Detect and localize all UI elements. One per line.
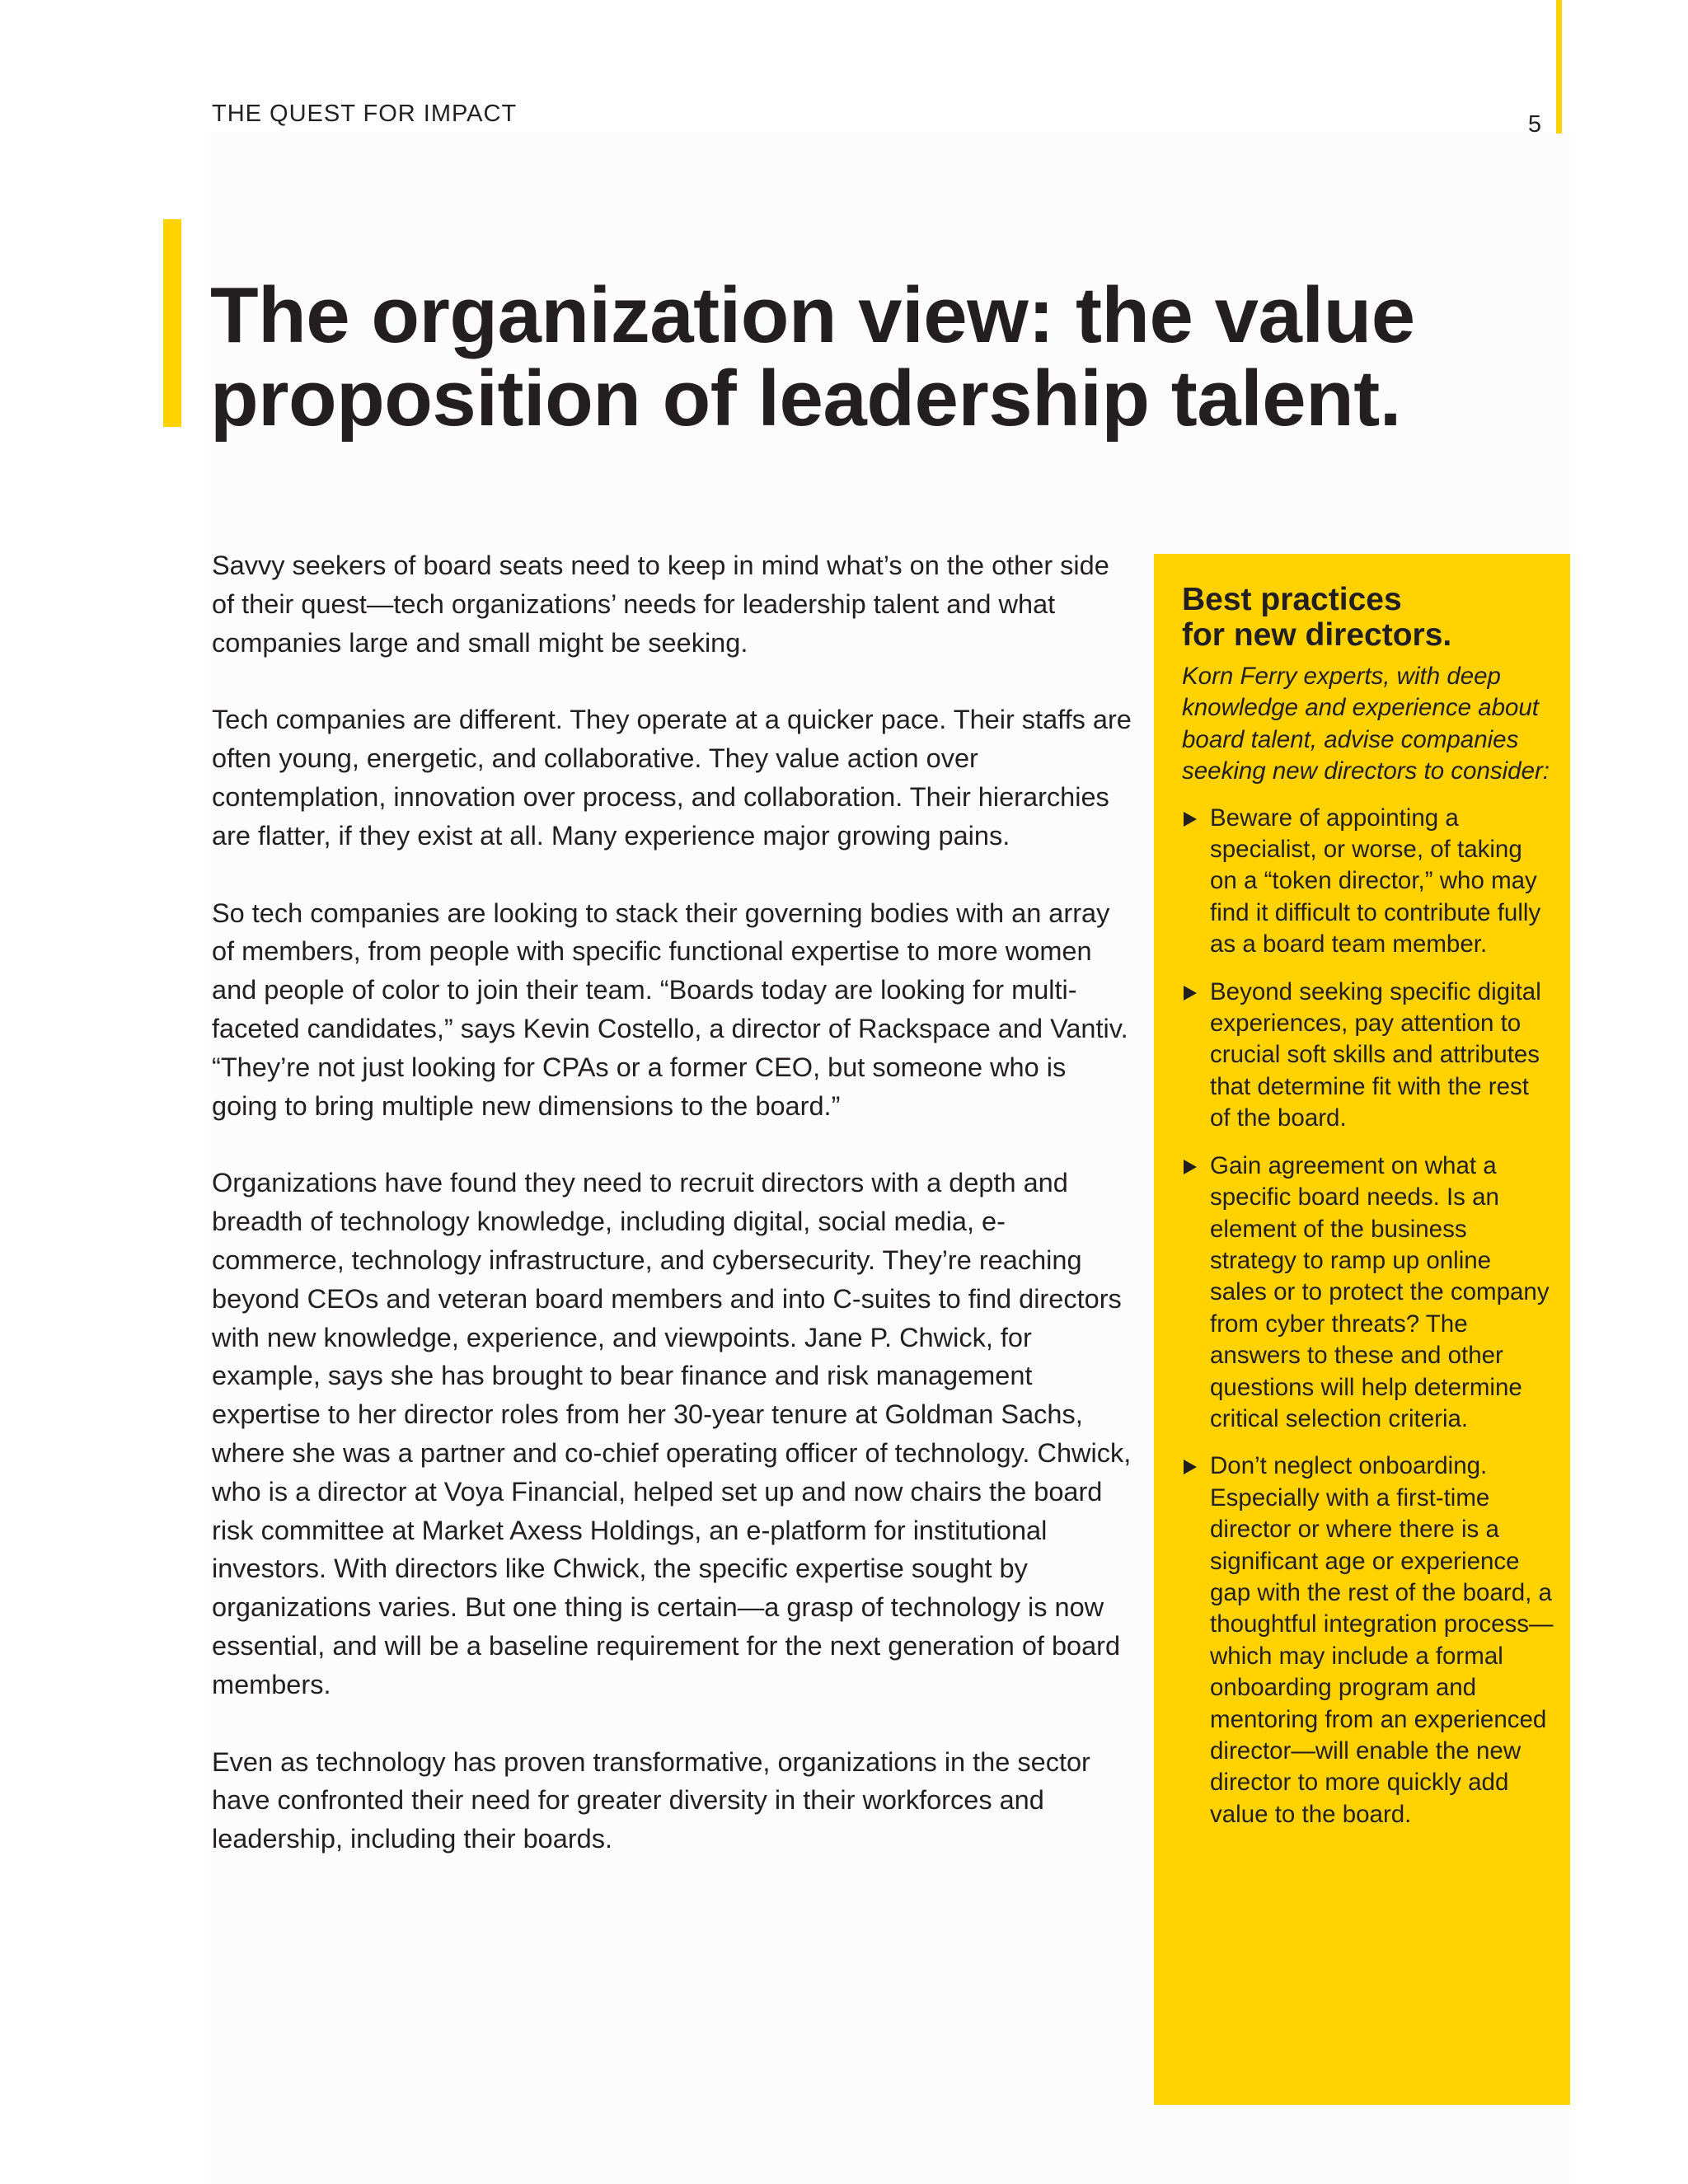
page-title: The organization view: the value proposition of leadership talent. [210,271,1415,443]
best-practices-sidebar [1154,554,1570,2105]
right-triangle-icon [1184,1460,1197,1474]
body-paragraph: Organizations have found they need to recruit directors with a depth and breadth of technology knowledge, including digital, social media, e-commerce, technology infrastructure, and cybersecurity. They’re reaching beyond CEOs and veteran board members and into C-suites to find directors with new knowledge, experience, and viewpoints. Jane P. Chwick, for example, says she has brought to bear finance and risk management expertise to her director roles from her 30-year tenure at Goldman Sachs, where she was a partner and co-chief operating officer of technology. Chwick, who is a director at Voya Financial, helped set up and now chairs the board risk committee at Market Axess Holdings, an e-platform for institutional investors. With directors like Chwick, the specific expertise sought by organizations varies. But one thing is certain—a grasp of technology is now essential, and will be a baseline requirement for the next generation of board members. [212,1168,1132,1699]
right-triangle-icon [1184,986,1197,1001]
sidebar-heading-line2: for new directors. [1182,617,1452,653]
sidebar-item-text: Beware of appointing a specialist, or worse, of taking on a “token director,” who may find it difficult to contribute fully as a board team member. [1210,804,1541,958]
sidebar-heading [1182,582,1554,653]
sidebar-intro: Korn Ferry experts, with deep knowledge and experience about board talent, advise companies seeking new directors to consider: [1182,663,1550,785]
title-accent-bar [163,219,181,427]
body-paragraph: Tech companies are different. They operate at a quicker pace. Their staffs are often young, energetic, and collaborative. They value action over contemplation, innovation over process, and collaboration. Their hierarchies are flatter, if they exist at all. Many experience major growing pains. [212,705,1132,851]
sidebar-item-text: Gain agreement on what a specific board needs. Is an element of the business strategy to ramp up online sales or to protect the company from cyber threats? The answers to these and other questions will help determine critical selection criteria. [1210,1151,1550,1432]
sidebar-list-item [1182,1151,1554,1436]
sidebar-heading-line1: Best practices [1182,582,1402,617]
right-triangle-icon [1184,812,1197,827]
body-paragraph: So tech companies are looking to stack their governing bodies with an array of members, from people with specific functional expertise to more women and people of color to join their team. “Boards today are looking for multi-faceted candidates,” says Kevin Costello, a director of Rackspace and Vantiv. “They’re not just looking for CPAs or a former CEO, but someone who is going to bring multiple new dimensions to the board.” [212,898,1128,1121]
right-triangle-icon [1184,1160,1197,1174]
sidebar-list-item [1182,803,1554,961]
article-body [212,546,1135,1897]
sidebar-list-item [1182,977,1554,1135]
running-head: THE QUEST FOR IMPACT [212,101,518,127]
body-paragraph: Savvy seekers of board seats need to keep in mind what’s on the other side of their quest—tech organizations’ needs for leadership talent and what companies large and small might be seeking. [212,551,1109,658]
top-accent-line [1556,0,1562,134]
sidebar-item-text: Beyond seeking specific digital experiences, pay attention to crucial soft skills and attributes that determine fit with the rest of the board. [1210,977,1541,1132]
sidebar-list [1182,803,1554,1831]
sidebar-item-text: Don’t neglect onboarding. Especially with a first-time director or where there is a significant age or experience gap with the rest of the board, a thoughtful integration process— which may include a formal onboarding program and mentoring from an experienced director—will enable the new director to more quickly add value to the board. [1210,1452,1554,1828]
sidebar-list-item [1182,1451,1554,1830]
body-paragraph: Even as technology has proven transformative, organizations in the sector have confronted their need for greater diversity in their workforces and leadership, including their boards. [212,1746,1090,1854]
page-number: 5 [1527,111,1541,138]
